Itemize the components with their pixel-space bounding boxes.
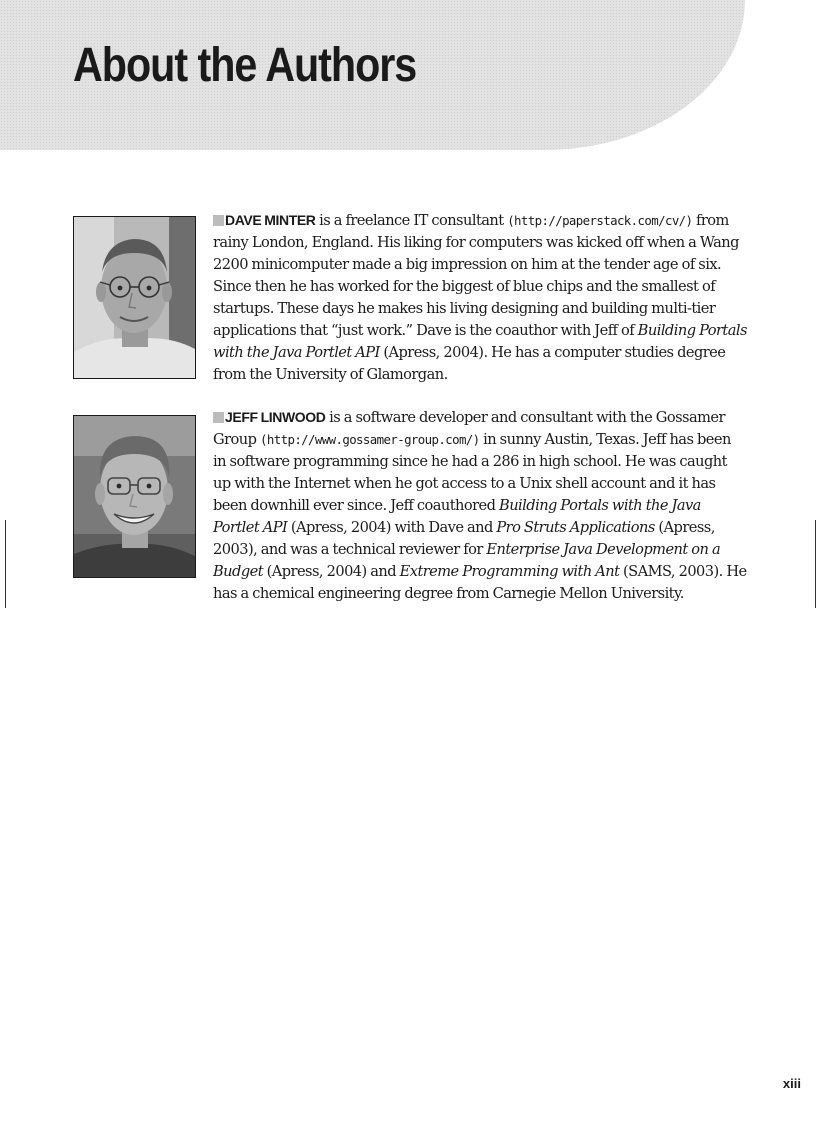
author-photo-jeff-linwood bbox=[73, 415, 196, 578]
bio-text: (Apress, 2004) and bbox=[263, 563, 400, 580]
author-bio-dave-minter bbox=[213, 209, 747, 386]
book-title: Pro Struts Applications bbox=[496, 519, 655, 536]
bio-text: (Apress, 2004). He has a computer studies degree from the University of Glamorgan. bbox=[213, 344, 726, 383]
crop-mark-left bbox=[5, 520, 6, 608]
page-title: About the Authors bbox=[73, 39, 417, 92]
bio-marker-icon bbox=[213, 215, 224, 226]
book-title: Building Portals with the Java Portlet API bbox=[213, 322, 747, 361]
author-bio-jeff-linwood bbox=[213, 406, 747, 605]
bio-text: is a software developer and consultant with the Gossamer Group bbox=[213, 409, 725, 448]
author-name: JEFF LINWOOD bbox=[225, 409, 326, 425]
author-url: (http://www.gossamer-group.com/) bbox=[260, 432, 480, 447]
bio-marker-icon bbox=[213, 412, 224, 423]
author-photo-dave-minter bbox=[73, 216, 196, 379]
bio-text: (Apress, 2004) with Dave and bbox=[287, 519, 497, 536]
page-number: xiii bbox=[782, 1076, 801, 1091]
bio-text: in sunny Austin, Texas. Jeff has been in software programming since he had a 286 in high school. He was caught up with the Internet when he got access to a Unix shell account and it has been downhill ever since. Jeff coauthored bbox=[213, 431, 731, 514]
bio-text: from rainy London, England. His liking for computers was kicked off when a Wang 2200 minicomputer made a big impression on him at the tender age of six. Since then he has worked for the biggest of blue chips and the smallest of startups. These days he makes his living designing and building multi-tier applications that “just work.” Dave is the coauthor with Jeff of bbox=[213, 212, 739, 339]
bio-text: is a freelance IT consultant bbox=[315, 212, 508, 229]
bio-text: (Apress, 2003), and was a technical reviewer for bbox=[213, 519, 715, 558]
bio-text: (SAMS, 2003). He has a chemical engineering degree from Carnegie Mellon University. bbox=[213, 563, 747, 602]
author-name: DAVE MINTER bbox=[225, 212, 316, 228]
book-title: Enterprise Java Development on a Budget bbox=[213, 541, 721, 580]
book-title: Extreme Programming with Ant bbox=[399, 563, 620, 580]
book-title: Building Portals with the Java Portlet API bbox=[213, 497, 701, 536]
author-url: (http://paperstack.com/cv/) bbox=[507, 213, 693, 228]
